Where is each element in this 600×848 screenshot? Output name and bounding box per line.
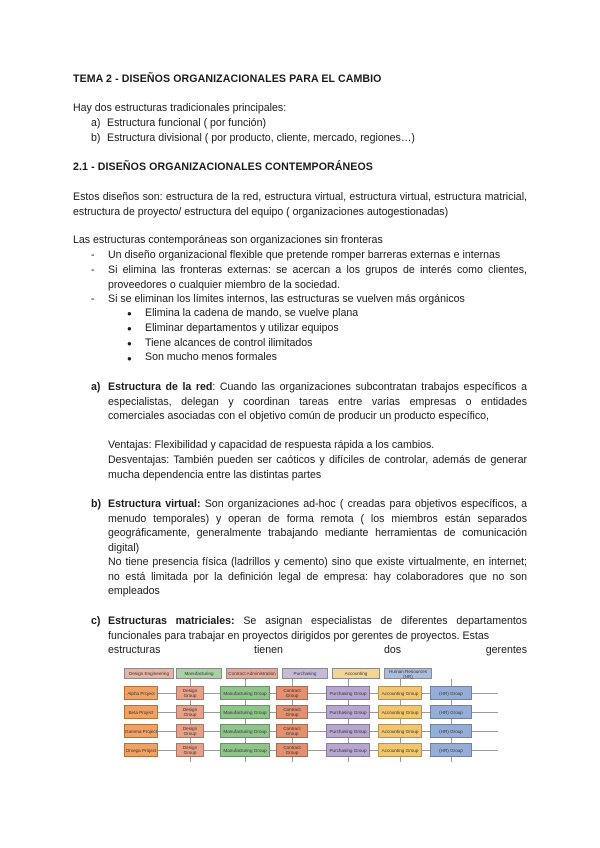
matrix-cell: Design Group: [176, 705, 204, 719]
dash-item: Un diseño organizacional flexible que pretende romper barreras externas e internas: [108, 249, 501, 261]
matrix-cell: (HR) Group: [430, 686, 472, 700]
network-text: : Cuando las organizaciones subcontratan trabajos específicos a especialistas, delegan y coordinan tareas entre varias empresas o entidades comerciales asociadas con el objetivo común de producir un producto específico,: [108, 381, 527, 423]
dash-marker: -: [91, 264, 95, 276]
item-marker-c: c): [91, 615, 101, 627]
matrix-column-header: Design Engineering: [124, 668, 174, 679]
item-marker-b: b): [91, 498, 101, 510]
matrix-project-label: Gamma Project: [124, 724, 158, 738]
list-item-text: Estructura divisional ( por producto, cliente, mercado, regiones…): [107, 132, 415, 144]
matrix-cell: Manufacturing Group: [220, 743, 270, 757]
matrix-cell: Purchasing Group: [326, 724, 370, 738]
matrix-cell: Contract Group: [276, 686, 308, 700]
dash-marker: -: [91, 293, 95, 305]
word: estructuras: [108, 644, 161, 656]
bullet-item: Eliminar departamentos y utilizar equipos: [145, 322, 339, 334]
bullet-item: Tiene alcances de control ilimitados: [145, 337, 313, 349]
dash-marker: -: [91, 249, 95, 261]
list-marker: b): [91, 132, 101, 144]
bullet-marker: ●: [127, 309, 132, 318]
matrix-cell: Accounting Group: [378, 686, 422, 700]
disadvantages: Desventajas: También pueden ser caóticos y difíciles de controlar, además de generar mucha dependencia entre las distintas partes: [108, 454, 527, 481]
matrix-structure-paragraph: [108, 614, 527, 643]
list-item: [91, 116, 266, 131]
matrix-project-label: Beta Project: [124, 705, 158, 719]
matrix-cell: Accounting Group: [378, 705, 422, 719]
matrix-text: Se asignan especialistas de diferentes departamentos funcionales para trabajar en proyectos dirigidos por gerentes de proyectos. Estas: [108, 615, 527, 642]
advantages: Ventajas: Flexibilidad y capacidad de respuesta rápida a los cambios.: [108, 439, 435, 451]
bullet-marker: ●: [127, 339, 132, 348]
matrix-cell: Purchasing Group: [326, 686, 370, 700]
matrix-cell: Design Group: [176, 743, 204, 757]
word: dos: [384, 644, 402, 656]
bullet-item: Elimina la cadena de mando, se vuelve plana: [145, 307, 359, 319]
matrix-cell: (HR) Group: [430, 743, 472, 757]
dash-item: Si se eliminan los límites internos, las estructuras se vuelven más orgánicos: [108, 293, 465, 305]
dash-item: Si elimina las fronteras externas: se acercan a los grupos de interés como clientes, proveedores o cualquier miembro de la sociedad.: [108, 264, 527, 291]
frontier-lead: Las estructuras contemporáneas son organizaciones sin fronteras: [73, 234, 383, 246]
virtual-structure-paragraph-2: No tiene presencia física (ladrillos y cemento) sino que existe virtualmente, en internet; no está limitada por la definición legal de empresa: hay colaboradores que no son empleados: [108, 556, 527, 598]
list-item: [91, 131, 415, 146]
matrix-project-label: Omega Project: [124, 743, 158, 757]
matrix-cell: (HR) Group: [430, 724, 472, 738]
matrix-column-header: Manufacturing: [176, 668, 222, 679]
matrix-cell: Manufacturing Group: [220, 705, 270, 719]
term-network: Estructura de la red: [108, 381, 213, 393]
matrix-column-header: Accounting: [332, 668, 380, 679]
network-structure-paragraph: [108, 380, 527, 424]
virtual-structure-paragraph: [108, 497, 527, 555]
matrix-cell: Manufacturing Group: [220, 686, 270, 700]
list-marker: a): [91, 117, 101, 129]
virtual-text: Son organizaciones ad-hoc ( creadas para objetivos específicos, a menudo temporales) y operan de forma remota ( los miembros están separados geográficamente, generalmente trabajando mediante herramientas de comunicación digital): [108, 498, 528, 554]
matrix-cell: Design Group: [176, 724, 204, 738]
term-matrix: Estructuras matriciales:: [108, 615, 235, 627]
matrix-organization-diagram: [124, 668, 490, 762]
matrix-cell: Accounting Group: [378, 743, 422, 757]
term-virtual: Estructura virtual:: [108, 498, 201, 510]
designs-paragraph: Estos diseños son: estructura de la red, estructura virtual, estructura virtual, estructura matricial, estructura de proyecto/ estructura del equipo ( organizaciones autogestionadas): [73, 191, 527, 218]
bullet-marker: ●: [127, 354, 132, 363]
section-heading: 2.1 - DISEÑOS ORGANIZACIONALES CONTEMPORÁNEOS: [73, 161, 373, 173]
item-marker-a: a): [91, 381, 101, 393]
matrix-project-label: Alpha Project: [124, 686, 158, 700]
matrix-cell: Purchasing Group: [326, 705, 370, 719]
matrix-cell: Contract Group: [276, 724, 308, 738]
matrix-cell: Accounting Group: [378, 724, 422, 738]
matrix-cell: (HR) Group: [430, 705, 472, 719]
bullet-marker: ●: [127, 324, 132, 333]
matrix-column-header: Contract Administration: [226, 668, 278, 679]
word: gerentes: [485, 644, 527, 656]
word: tienen: [254, 644, 283, 656]
matrix-cell: Purchasing Group: [326, 743, 370, 757]
intro-lead: Hay dos estructuras tradicionales principales:: [73, 102, 287, 114]
page-title: TEMA 2 - DISEÑOS ORGANIZACIONALES PARA EL CAMBIO: [73, 73, 382, 85]
matrix-column-header: Purchasing: [282, 668, 328, 679]
matrix-cell: Design Group: [176, 686, 204, 700]
matrix-cell: Contract Group: [276, 743, 308, 757]
matrix-cell: Manufacturing Group: [220, 724, 270, 738]
list-item-text: Estructura funcional ( por función): [107, 117, 266, 129]
bullet-item: Son mucho menos formales: [145, 351, 277, 363]
matrix-column-header: Human Resources (HR): [384, 668, 432, 679]
matrix-cell: Contract Group: [276, 705, 308, 719]
